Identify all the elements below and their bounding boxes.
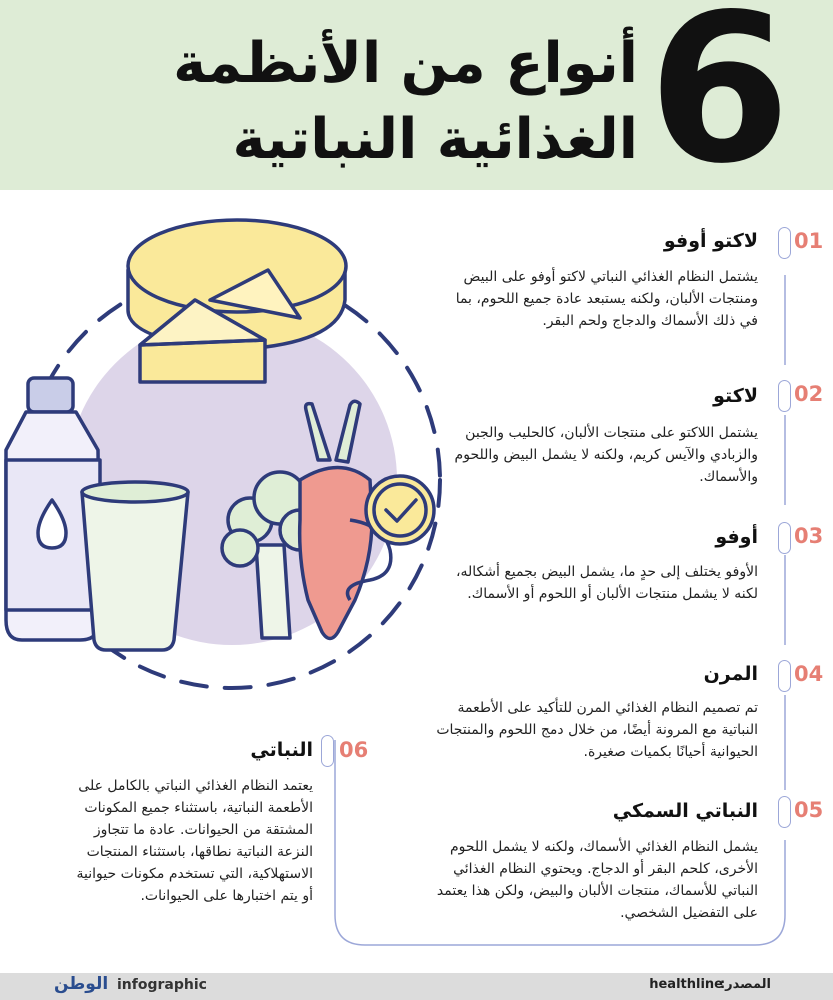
section-title: لاكتو <box>713 385 758 407</box>
section-body: يعتمد النظام الغذائي النباتي بالكامل على الأطعمة النباتية، باستثناء جميع المكونات المشتقة من الحيوانات. عادة ما تتجاوز النزعة النباتية نطاقها، باستثناء المنتجات الاستهلاكية، التي تستخدم مكونات حيوانية أو يتم اختبارها على الحيوانات. <box>76 778 313 904</box>
section-title: لاكتو أوفو <box>663 230 758 252</box>
section-number: 03 <box>794 524 824 548</box>
title-line-2: الغذائية النباتية <box>232 107 638 172</box>
section-title: المرن <box>703 663 758 685</box>
source-label: المصدر: <box>719 977 771 992</box>
section-number: 06 <box>339 738 369 762</box>
brand-logo-arabic: الوطن <box>54 974 109 994</box>
section-body: تم تصميم النظام الغذائي المرن للتأكيد على الأطعمة النباتية مع المرونة أيضًا، من خلال دمج اللحوم والمنتجات الحيوانية أحيانًا بكميات صغيرة. <box>436 700 758 760</box>
timeline-marker <box>321 735 334 767</box>
timeline-marker <box>778 522 791 554</box>
section-number: 04 <box>794 662 824 686</box>
section-number: 01 <box>794 229 824 253</box>
glass-icon <box>82 482 188 650</box>
section-body: يشتمل اللاكتو على منتجات الألبان، كالحليب والجبن والزبادي والآيس كريم، ولكنه لا يشمل البيض واللحوم والأسماك. <box>454 425 758 485</box>
title-line-1: أنواع من الأنظمة <box>173 31 638 96</box>
brand-label: infographic <box>117 977 207 993</box>
section-number: 02 <box>794 382 824 406</box>
section-title: النباتي السمكي <box>612 800 758 822</box>
timeline-marker <box>778 227 791 259</box>
footer-bar <box>0 973 833 1000</box>
section-title: أوفو <box>715 526 758 548</box>
source-value: healthline <box>649 977 723 992</box>
big-number: 6 <box>648 0 791 209</box>
section-body: يشتمل النظام الغذائي النباتي لاكتو أوفو على البيض ومنتجات الألبان، ولكنه يستبعد عادة جميع اللحوم، بما في ذلك الأسماك والدجاج ولحم البقر. <box>455 269 758 329</box>
timeline-marker <box>778 660 791 692</box>
section-body: يشمل النظام الغذائي الأسماك، ولكنه لا يشمل اللحوم الأخرى، كلحم البقر أو الدجاج. ويحتوي النظام الغذائي النباتي للأسماك، منتجات الألبان والبيض، ولكن هذا يعتمد على التفضيل الشخصي. <box>436 839 758 921</box>
header-banner <box>0 0 833 209</box>
section-title: النباتي <box>250 739 313 761</box>
timeline-marker <box>778 796 791 828</box>
section-number: 05 <box>794 798 824 822</box>
timeline-marker <box>778 380 791 412</box>
section-body: الأوفو يختلف إلى حدٍ ما، يشمل البيض بجميع أشكاله، لكنه لا يشمل منتجات الألبان أو اللحوم أو الأسماك. <box>455 564 758 602</box>
